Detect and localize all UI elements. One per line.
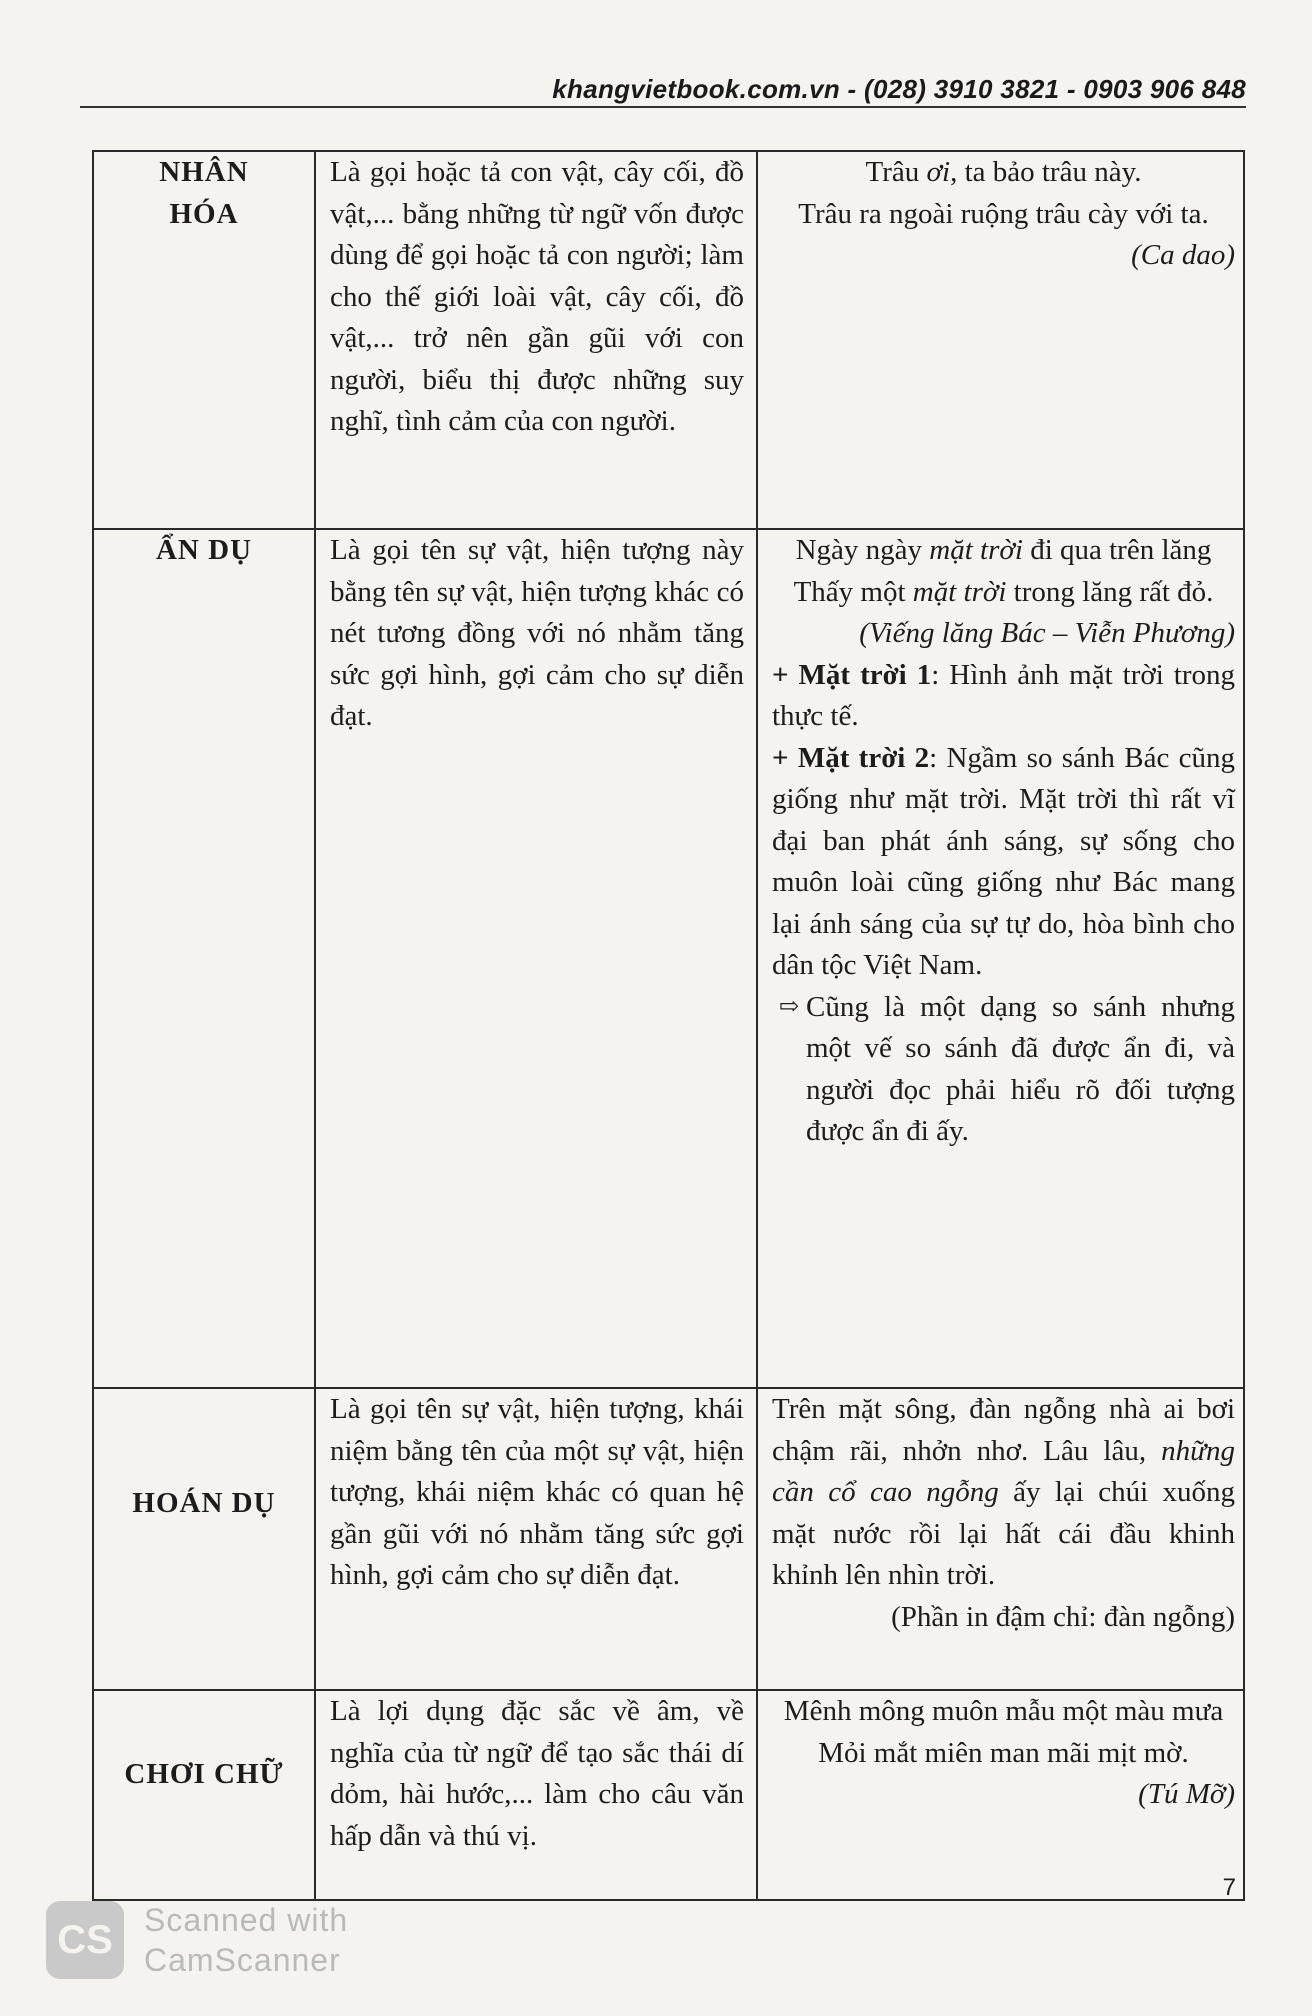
- example-note: + Mặt trời 1: Hình ảnh mặt trời trong thực tế.: [772, 658, 1235, 732]
- conclusion-note: [772, 987, 1235, 1153]
- term-cell: [93, 529, 315, 1388]
- watermark-text: Scanned with CamScanner: [144, 1902, 349, 1978]
- arrow-right-icon: ⇨: [778, 993, 800, 1020]
- example-source: (Ca dao): [1131, 239, 1235, 271]
- definition-cell: Là lợi dụng đặc sắc về âm, về nghĩa của từ ngữ để tạo sắc thái dí dỏm, hài hước,... làm cho câu văn hấp dẫn và thú vị.: [315, 1690, 757, 1900]
- example-line: Trâu ơi, ta bảo trâu này.: [865, 156, 1142, 188]
- example-cell: [757, 151, 1244, 529]
- example-source: (Tú Mỡ): [1138, 1778, 1235, 1810]
- example-cell: [757, 529, 1244, 1388]
- term-label: HOÁN DỤ: [132, 1487, 276, 1520]
- table-row: [93, 1388, 1244, 1690]
- example-line: Thấy một mặt trời trong lăng rất đỏ.: [793, 575, 1214, 608]
- conclusion-text: Cũng là một dạng so sánh nhưng một vế so sánh đã được ẩn đi, và người đọc phải hiểu rõ đối tượng được ẩn đi ấy.: [806, 990, 1235, 1147]
- definition-cell: Là gọi tên sự vật, hiện tượng này bằng tên sự vật, hiện tượng khác có nét tương đồng với nó nhằm tăng sức gợi hình, gợi cảm cho sự diễn đạt.: [315, 529, 757, 1388]
- example-line: Ngày ngày mặt trời đi qua trên lăng: [795, 534, 1212, 566]
- term-label: HÓA: [169, 197, 239, 230]
- camscanner-logo: CS: [46, 1901, 124, 1979]
- example-line: Mỏi mắt miên man mãi mịt mờ.: [818, 1736, 1189, 1769]
- literary-devices-table: [92, 150, 1245, 1901]
- definition-cell: Là gọi tên sự vật, hiện tượng, khái niệm bằng tên của một sự vật, hiện tượng, khái niệm khác có quan hệ gần gũi với nó nhằm tăng sức gợi hình, gợi cảm cho sự diễn đạt.: [315, 1388, 757, 1690]
- example-line: Mênh mông muôn mẫu một màu mưa: [783, 1695, 1224, 1727]
- camscanner-watermark: [46, 1900, 348, 1980]
- example-paragraph: Trên mặt sông, đàn ngỗng nhà ai bơi chậm rãi, nhởn nhơ. Lâu lâu, những cần cổ cao ngỗng ấy lại chúi xuống mặt nước rồi lại hất cái đầu khinh khỉnh lên nhìn trời.: [772, 1393, 1235, 1591]
- table-row: [93, 529, 1244, 1388]
- term-cell: [93, 1388, 315, 1690]
- table-row: [93, 1690, 1244, 1900]
- term-cell: [93, 151, 315, 529]
- term-label: CHƠI CHỮ: [124, 1758, 284, 1791]
- term-label: NHÂN: [159, 156, 249, 188]
- page-number: 7: [1222, 1874, 1236, 1901]
- term-label: ẨN DỤ: [155, 534, 253, 566]
- example-cell: [757, 1690, 1244, 1900]
- page-header: khangvietbook.com.vn - (028) 3910 3821 - 0903 906 848: [552, 74, 1246, 104]
- table-row: [93, 151, 1244, 529]
- example-source: (Viếng lăng Bác – Viễn Phương): [859, 617, 1235, 649]
- term-cell: [93, 1690, 315, 1900]
- example-note: (Phần in đậm chỉ: đàn ngỗng): [891, 1600, 1235, 1633]
- header-rule: [80, 106, 1246, 108]
- definition-cell: Là gọi hoặc tả con vật, cây cối, đồ vật,... bằng những từ ngữ vốn được dùng để gọi hoặc tả con người; làm cho thế giới loài vật, cây cối, đồ vật,... trở nên gần gũi với con người, biểu thị được những suy nghĩ, tình cảm của con người.: [315, 151, 757, 529]
- example-note: + Mặt trời 2: Ngầm so sánh Bác cũng giống như mặt trời. Mặt trời thì rất vĩ đại ban phát ánh sáng, sự sống cho muôn loài cũng giống như Bác mang lại ánh sáng của sự tự do, hòa bình cho dân tộc Việt Nam.: [772, 741, 1235, 981]
- example-cell: [757, 1388, 1244, 1690]
- example-line: Trâu ra ngoài ruộng trâu cày với ta.: [798, 197, 1209, 230]
